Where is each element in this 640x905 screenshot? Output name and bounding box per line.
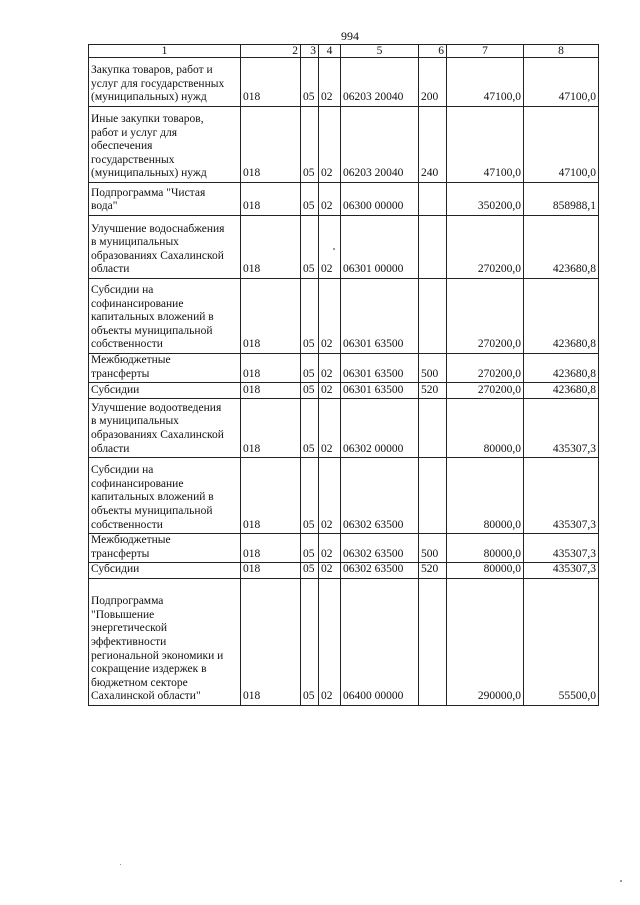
section-code-cell: 05 [301,183,319,216]
ministry-code-cell: 018 [241,58,301,107]
amount-year-2-cell: 435307,3 [524,458,599,534]
section-code-cell: 05 [301,354,319,383]
section-code-cell: 05 [301,279,319,354]
section-code-cell: 05 [301,383,319,399]
table-row [89,107,599,183]
expense-type-cell [419,183,447,216]
section-code-cell: 05 [301,458,319,534]
ministry-code-cell: 018 [241,399,301,458]
row-name-cell: Подпрограмма "Повышение энергетической эффективности региональной экономики и сокращение издержек в бюджетном секторе Сахалинской области" [89,578,241,705]
amount-year-1-cell: 80000,0 [447,563,524,579]
amount-year-1-cell: 270200,0 [447,216,524,279]
table-row [89,279,599,354]
subsection-code-cell: 02 [319,534,341,563]
row-name-cell: Закупка товаров, работ и услуг для государственных (муниципальных) нужд [89,58,241,107]
ministry-code-cell: 018 [241,354,301,383]
column-header: 7 [447,45,524,58]
target-code-cell: 06301 00000 [341,216,419,279]
expense-type-cell: 200 [419,58,447,107]
expense-type-cell [419,399,447,458]
column-header: 6 [419,45,447,58]
row-name-cell: Субсидии [89,383,241,399]
ministry-code-cell: 018 [241,578,301,705]
amount-year-2-cell: 55500,0 [524,578,599,705]
section-code-cell: 05 [301,578,319,705]
amount-year-1-cell: 80000,0 [447,458,524,534]
amount-year-2-cell: 423680,8 [524,383,599,399]
target-code-cell: 06203 20040 [341,58,419,107]
target-code-cell: 06203 20040 [341,107,419,183]
target-code-cell: 06302 63500 [341,458,419,534]
table-row [89,354,599,383]
amount-year-1-cell: 47100,0 [447,107,524,183]
expense-type-cell: 500 [419,354,447,383]
scan-speck [120,864,121,865]
table-body [89,45,599,706]
table-row [89,399,599,458]
subsection-code-cell: 02 [319,383,341,399]
column-header: 8 [524,45,599,58]
scan-speck [333,248,335,250]
row-name-cell: Субсидии [89,563,241,579]
subsection-code-cell: 02 [319,279,341,354]
subsection-code-cell: 02 [319,216,341,279]
target-code-cell: 06302 63500 [341,534,419,563]
section-code-cell: 05 [301,58,319,107]
table-row [89,58,599,107]
ministry-code-cell: 018 [241,279,301,354]
table-header-row [89,45,599,58]
column-header: 5 [341,45,419,58]
subsection-code-cell: 02 [319,578,341,705]
table-row [89,216,599,279]
subsection-code-cell: 02 [319,354,341,383]
expense-type-cell [419,216,447,279]
target-code-cell: 06301 63500 [341,354,419,383]
section-code-cell: 05 [301,107,319,183]
row-name-cell: Улучшение водоснабжения в муниципальных образованиях Сахалинской области [89,216,241,279]
subsection-code-cell: 02 [319,183,341,216]
target-code-cell: 06300 00000 [341,183,419,216]
column-header: 2 [241,45,301,58]
scan-speck [620,880,622,882]
target-code-cell: 06301 63500 [341,383,419,399]
table-row [89,383,599,399]
amount-year-2-cell: 858988,1 [524,183,599,216]
section-code-cell: 05 [301,399,319,458]
row-name-cell: Иные закупки товаров, работ и услуг для обеспечения государственных (муниципальных) нужд [89,107,241,183]
amount-year-2-cell: 423680,8 [524,216,599,279]
target-code-cell: 06302 00000 [341,399,419,458]
amount-year-1-cell: 290000,0 [447,578,524,705]
section-code-cell: 05 [301,534,319,563]
ministry-code-cell: 018 [241,183,301,216]
table-row [89,578,599,705]
subsection-code-cell: 02 [319,563,341,579]
section-code-cell: 05 [301,563,319,579]
expense-type-cell [419,578,447,705]
amount-year-1-cell: 350200,0 [447,183,524,216]
amount-year-1-cell: 80000,0 [447,534,524,563]
amount-year-1-cell: 270200,0 [447,383,524,399]
expense-type-cell [419,279,447,354]
ministry-code-cell: 018 [241,107,301,183]
subsection-code-cell: 02 [319,458,341,534]
subsection-code-cell: 02 [319,107,341,183]
amount-year-2-cell: 47100,0 [524,58,599,107]
expense-type-cell: 500 [419,534,447,563]
table-row [89,458,599,534]
target-code-cell: 06400 00000 [341,578,419,705]
expense-type-cell [419,458,447,534]
subsection-code-cell: 02 [319,399,341,458]
amount-year-1-cell: 47100,0 [447,58,524,107]
row-name-cell: Межбюджетные трансферты [89,354,241,383]
ministry-code-cell: 018 [241,534,301,563]
ministry-code-cell: 018 [241,458,301,534]
section-code-cell: 05 [301,216,319,279]
row-name-cell: Субсидии на софинансирование капитальных вложений в объекты муниципальной собственности [89,279,241,354]
ministry-code-cell: 018 [241,563,301,579]
column-header: 1 [89,45,241,58]
row-name-cell: Улучшение водоотведения в муниципальных образованиях Сахалинской области [89,399,241,458]
amount-year-2-cell: 47100,0 [524,107,599,183]
target-code-cell: 06302 63500 [341,563,419,579]
amount-year-2-cell: 435307,3 [524,399,599,458]
target-code-cell: 06301 63500 [341,279,419,354]
amount-year-2-cell: 423680,8 [524,279,599,354]
expense-type-cell: 520 [419,563,447,579]
amount-year-2-cell: 435307,3 [524,534,599,563]
row-name-cell: Субсидии на софинансирование капитальных вложений в объекты муниципальной собственности [89,458,241,534]
budget-table [88,44,599,706]
subsection-code-cell: 02 [319,58,341,107]
row-name-cell: Подпрограмма "Чистая вода" [89,183,241,216]
table-row [89,563,599,579]
ministry-code-cell: 018 [241,383,301,399]
amount-year-1-cell: 80000,0 [447,399,524,458]
expense-type-cell: 520 [419,383,447,399]
amount-year-2-cell: 423680,8 [524,354,599,383]
amount-year-1-cell: 270200,0 [447,354,524,383]
column-header: 4 [319,45,341,58]
amount-year-1-cell: 270200,0 [447,279,524,354]
ministry-code-cell: 018 [241,216,301,279]
row-name-cell: Межбюджетные трансферты [89,534,241,563]
page-number: 994 [341,29,359,43]
table-row [89,183,599,216]
amount-year-2-cell: 435307,3 [524,563,599,579]
table-row [89,534,599,563]
expense-type-cell: 240 [419,107,447,183]
column-header: 3 [301,45,319,58]
